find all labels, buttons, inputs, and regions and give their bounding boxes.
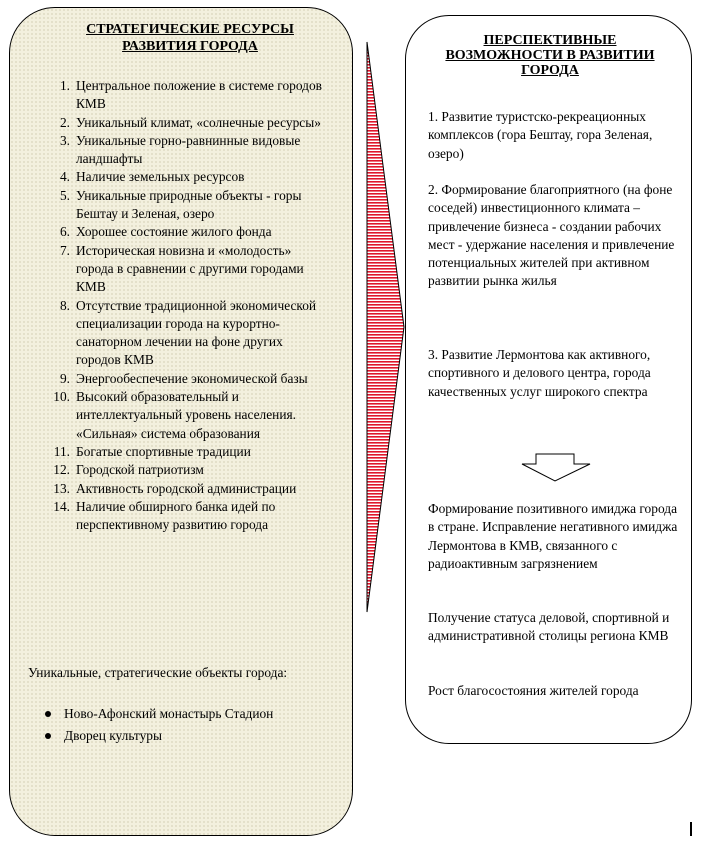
down-arrow-icon — [520, 453, 592, 483]
item-number: 9. — [59, 370, 70, 386]
list-item — [35, 480, 328, 498]
list-item — [35, 443, 328, 461]
item-number: 2. — [59, 114, 70, 130]
opportunity-1: 1. Развитие туристско-рекреационных комплексов (гора Бештау, гора Зеленая, озеро) — [428, 109, 653, 161]
item-text: Городской патриотизм — [76, 462, 204, 478]
list-item — [35, 187, 328, 224]
strategic-resources-list — [35, 77, 328, 534]
list-item — [35, 461, 328, 479]
item-number: 5. — [59, 187, 70, 203]
item-text: Активность городской администрации — [76, 480, 297, 496]
item-number: 14. — [53, 498, 70, 514]
item-number: 1. — [59, 78, 70, 93]
title-line-2: РАЗВИТИЯ ГОРОДА — [122, 39, 258, 54]
title-line-1: ПЕРСПЕКТИВНЫЕ — [483, 33, 617, 48]
item-number: 7. — [59, 242, 70, 258]
big-striped-arrow — [364, 40, 406, 614]
item-number: 8. — [59, 297, 70, 313]
result-1: Формирование позитивного имиджа города в стране. Исправление негативного имиджа Лермонтова в КМВ, связанного с радиоактивным загрязнением — [428, 501, 678, 571]
bullet-item — [40, 705, 320, 723]
bullet-text: Ново-Афонский монастырь Стадион — [64, 706, 274, 721]
list-item — [35, 388, 328, 443]
item-number: 10. — [53, 389, 70, 405]
item-number: 3. — [59, 132, 70, 148]
item-number: 6. — [59, 224, 70, 240]
list-item — [35, 77, 328, 114]
list-item — [35, 168, 328, 186]
list-item — [35, 297, 328, 370]
arrow-shape — [367, 42, 404, 612]
item-number: 4. — [59, 169, 70, 185]
item-text: Центральное положение в системе городов КМВ — [76, 78, 322, 112]
unique-objects-title: Уникальные, стратегические объекты города: — [28, 665, 288, 680]
item-number: 13. — [53, 480, 70, 496]
title-line-2: ВОЗМОЖНОСТИ В РАЗВИТИИ — [445, 48, 655, 63]
list-item — [35, 114, 328, 132]
list-item — [35, 370, 328, 388]
list-item — [35, 498, 328, 535]
item-text: Высокий образовательный и интеллектуальный уровень населения. «Сильная» система образования — [76, 389, 297, 441]
item-text: Историческая новизна и «молодость» города в сравнении с другими городами КМВ — [76, 242, 304, 295]
item-number: 12. — [53, 462, 70, 478]
bullet-text: Дворец культуры — [64, 728, 162, 744]
result-2: Получение статуса деловой, спортивной и административной столицы региона КМВ — [428, 610, 670, 644]
text-cursor — [690, 822, 692, 836]
item-text: Наличие земельных ресурсов — [76, 169, 245, 185]
item-number: 11. — [53, 443, 70, 459]
opportunity-3: 3. Развитие Лермонтова как активного, спортивного и делового центра, города качественных услуг широкого спектра — [428, 347, 651, 399]
item-text: Наличие обширного банка идей по перспективному развитию города — [76, 498, 276, 533]
strategic-resources-title — [60, 21, 320, 55]
title-line-1: СТРАТЕГИЧЕСКИЕ РЕСУРСЫ — [86, 22, 294, 37]
list-item — [35, 132, 328, 169]
item-text: Богатые спортивные традиции — [76, 443, 251, 459]
opportunity-2: 2. Формирование благоприятного (на фоне соседей) инвестиционного климата – привлечение бизнеса - создании рабочих мест - удержание населения и привлечение потенциальных жителей при активном развитии рынка жилья — [428, 182, 675, 289]
title-line-3: ГОРОДА — [521, 63, 579, 78]
prospective-opportunities-title — [425, 33, 675, 78]
result-3: Рост благосостояния жителей города — [428, 683, 639, 698]
list-item — [35, 242, 328, 297]
unique-objects-list — [40, 705, 320, 750]
item-text: Энергообеспечение экономической базы — [76, 370, 308, 386]
item-text: Уникальный климат, «солнечные ресурсы» — [76, 114, 321, 130]
item-text: Отсутствие традиционной экономической специализации города на курортно-санаторном лечении на фоне других городов КМВ — [76, 297, 317, 368]
bullet-icon — [45, 711, 51, 717]
list-item — [35, 223, 328, 241]
item-text: Уникальные природные объекты - горы Бештау и Зеленая, озеро — [76, 187, 302, 222]
bullet-item — [40, 727, 320, 745]
bullet-icon — [45, 733, 51, 739]
item-text: Хорошее состояние жилого фонда — [76, 224, 272, 240]
item-text: Уникальные горно-равнинные видовые ландшафты — [76, 132, 301, 167]
